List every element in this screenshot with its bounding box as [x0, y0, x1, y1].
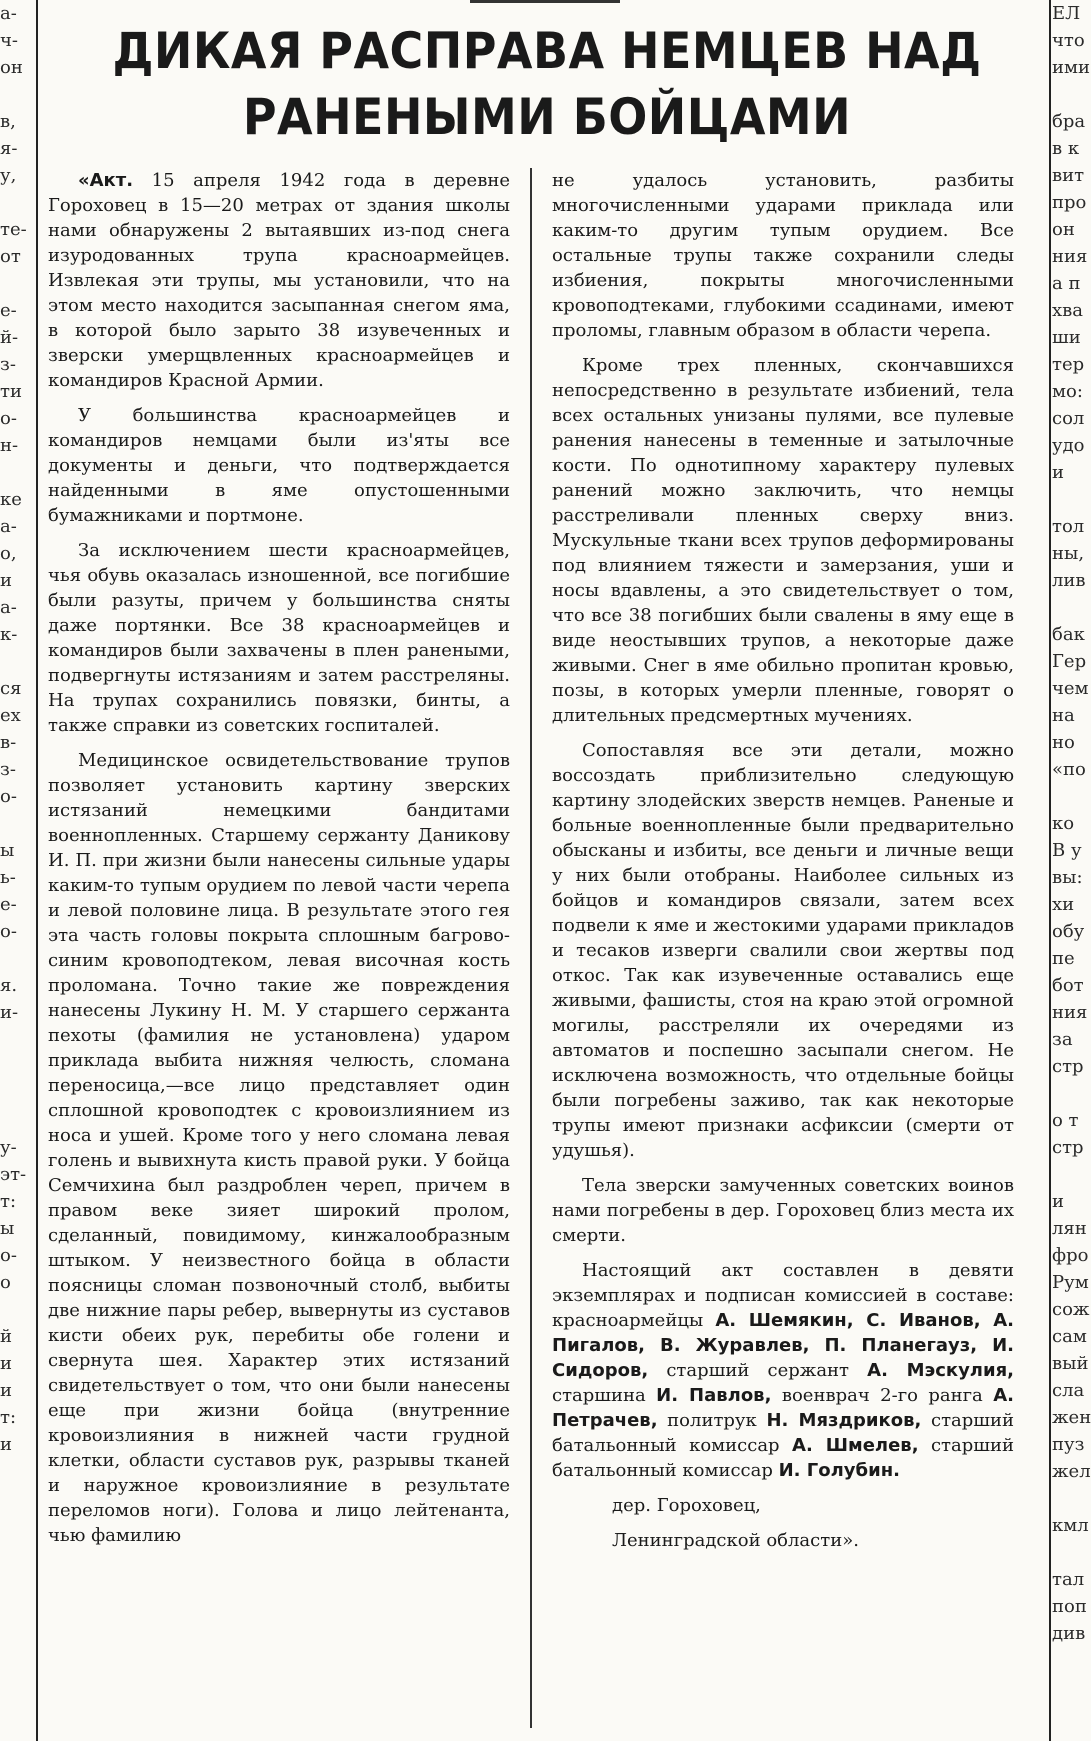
edge-fragment: стр	[1052, 1137, 1084, 1158]
edge-fragment: т:	[0, 1407, 17, 1428]
edge-fragment: вы:	[1052, 867, 1083, 888]
paragraph: За исключением шести красноармейцев, чья обувь оказалась изношенной, все погибшие были разуты, причем у большинства сняты даже портянки. Все 38 красноармейцев и командиров были захвачены в плен ранеными, подвергнуты истязаниям и затем расстреляны. На трупах сохранились повязки, бинты, а также справки из советских госпиталей.	[48, 540, 510, 736]
edge-fragment: ши	[1052, 327, 1081, 348]
edge-fragment	[1052, 594, 1091, 621]
right-column-rule	[1049, 0, 1051, 1741]
edge-fragment	[0, 1026, 30, 1053]
commission-name: А. Мэскулия,	[867, 1360, 1014, 1381]
text: старший сержант	[648, 1360, 868, 1381]
text: политрук	[657, 1410, 767, 1431]
edge-fragment: кмл	[1052, 1515, 1089, 1536]
text: Настоящий акт составлен в девяти экземплярах и подписан комиссией в составе: красноармейцы	[552, 1260, 1014, 1331]
edge-fragment	[1052, 81, 1091, 108]
edge-fragment	[0, 270, 30, 297]
edge-fragment	[1052, 1539, 1091, 1566]
edge-fragment: бак	[1052, 624, 1085, 645]
edge-fragment: поп	[1052, 1596, 1087, 1617]
edge-fragment: жел	[1052, 1461, 1091, 1482]
edge-fragment: е-	[0, 300, 17, 321]
edge-fragment: о т	[1052, 1110, 1079, 1131]
headline-line-2: РАНЕНЫМИ БОЙЦАМИ	[242, 88, 852, 146]
edge-fragment: ния	[1052, 246, 1088, 267]
text: старший батальонный комиссар	[552, 1410, 1015, 1456]
edge-fragment: а-	[0, 3, 17, 24]
edge-fragment: з-	[0, 354, 16, 375]
paragraph: не удалось установить, разбиты многочисленными ударами приклада или каким-то другим тупым орудием. Все остальные трупы также сохранили следы избиения, покрыты многочисленными кровоподтеками, глубокими ссадинами, имеют проломы, главным образом в области черепа.	[552, 170, 1014, 341]
edge-fragment: тал	[1052, 1569, 1085, 1590]
edge-fragment	[0, 1107, 30, 1134]
edge-fragment	[1052, 1161, 1091, 1188]
edge-fragment: о-	[0, 408, 17, 429]
edge-fragment: и	[0, 1353, 12, 1374]
edge-fragment: бот	[1052, 975, 1084, 996]
act-lead: «Акт.	[78, 170, 134, 191]
edge-fragment: ими	[1052, 57, 1090, 78]
edge-fragment: о-	[0, 1245, 17, 1266]
edge-fragment: фро	[1052, 1245, 1089, 1266]
edge-fragment: мо:	[1052, 381, 1083, 402]
edge-fragment: в,	[0, 111, 16, 132]
edge-fragment: что	[1052, 30, 1085, 51]
edge-fragment: о,	[0, 543, 17, 564]
edge-fragment: й	[0, 1326, 12, 1347]
paragraph	[48, 168, 510, 393]
edge-fragment: про	[1052, 192, 1087, 213]
edge-fragment: н-	[0, 435, 19, 456]
edge-fragment: он	[0, 57, 23, 78]
paragraph: Медицинское освидетельствование трупов позволяет установить картину зверских истязаний немецкими бандитами военнопленных. Старшему сержанту Даникову И. П. при жизни были нанесены сильные удары каким-то тупым орудием по левой части черепа и левой половине лица. В результате этого гея эта часть головы покрыта сплошным багрово-синим кровоподтеком, левая височная кость проломана. Точно такие же повреждения нанесены Лукину Н. М. У старшего сержанта пехоты (фамилия не установлена) ударом приклада выбита нижняя челюсть, сломана переносица,—все лицо представляет один сплошной кровоподтек с кровоизлиянием из носа и ушей. Кроме того у него сломана левая голень и вывихнута кисть правой руки. У бойца Семчихина был раздроблен череп, причем в правом веке зияет широкий пролом, сделанный, повидимому, кинжалообразным штыком. У неизвестного бойца в области поясницы сломан позвоночный столб, выбиты две нижние пары ребер, вывернуты из суставов кисти обеих рук, перебиты обе голени и свернута шея. Характер этих истязаний свидетельствует о том, что они были нанесены еще при жизни бойца (внутренние кровоизлияния в нижней части грудной клетки, области суставов рук, разрывы тканей и наружное кровоизлияние в результате переломов ноги). Голова и лицо лейтенанта, чью фамилию	[48, 750, 511, 1546]
text: старшина	[552, 1385, 657, 1406]
edge-fragment: пуз	[1052, 1434, 1085, 1455]
edge-fragment: «по	[1052, 759, 1086, 780]
edge-fragment: лян	[1052, 1218, 1087, 1239]
signature-place: дер. Гороховец,	[612, 1495, 761, 1516]
edge-fragment: а п	[1052, 273, 1081, 294]
paragraph: Сопоставляя все эти детали, можно воссоздать приблизительно следующую картину злодейских зверств немцев. Раненые и больные военнопленные были предварительно обысканы и избиты, все деньги и личные вещи у них были отобраны. Наиболее сильных из бойцов и командиров связали, затем всех подвели к яме и жестокими ударами прикладов и тесаков изверги свалили свои жертвы под откос. Так как изувеченные оставались еще живыми, фашисты, стоя на краю этой огромной могилы, расстреляли их очередями из автоматов и поспешно засыпали снегом. Не исключена возможность, что отдельные бойцы были погребены заживо, так как некоторые трупы имеют признаки асфиксии (смерти от удушья).	[552, 740, 1014, 1161]
signature-region: Ленинградской области».	[612, 1530, 859, 1551]
edge-fragment: ти	[0, 381, 22, 402]
edge-fragment: те-	[0, 219, 27, 240]
commission-name: И. Голубин.	[778, 1460, 900, 1481]
edge-fragment: сам	[1052, 1326, 1087, 1347]
edge-fragment: а-	[0, 597, 17, 618]
edge-fragment: ы	[0, 1218, 15, 1239]
edge-fragment: бра	[1052, 111, 1086, 132]
edge-fragment: сол	[1052, 408, 1085, 429]
commission-name: А. Шмелев,	[792, 1435, 919, 1456]
paragraph-text: 15 апреля 1942 года в деревне Гороховец в 15—20 метрах от здания школы нами обнаружены 2 вытаявших из-под снега изуродованных трупа красноармейцев. Извлекая эти трупы, мы установили, что на этом место находится засыпанная снегом яма, в которой было зарыто 38 изувеченных и зверски умерщвленных красноармейцев и командиров Красной Армии.	[48, 170, 510, 391]
edge-fragment	[0, 648, 30, 675]
edge-fragment: ся	[0, 678, 22, 699]
top-rule	[470, 0, 620, 3]
edge-fragment: и	[1052, 1191, 1064, 1212]
edge-fragment: я-	[0, 138, 18, 159]
left-neighbor-column-fragment	[0, 0, 30, 1741]
edge-fragment: но	[1052, 732, 1075, 753]
edge-fragment: он	[1052, 219, 1075, 240]
edge-fragment: и	[0, 570, 12, 591]
headline-line-1: ДИКАЯ РАСПРАВА НЕМЦЕВ НАД	[112, 22, 982, 80]
edge-fragment: ко	[1052, 813, 1075, 834]
edge-fragment: лив	[1052, 570, 1086, 591]
edge-fragment: ке	[0, 489, 22, 510]
edge-fragment: е-	[0, 894, 17, 915]
paragraph: Кроме трех пленных, скончавшихся непосредственно в результате избиений, тела всех остальных унизаны пулями, все пулевые ранения нанесены в теменные и затылочные кости. По однотипному характеру пулевых ранений можно заключить, что немцы расстреливали пленных сверху вниз. Мускульные ткани всех трупов деформированы под влиянием тяжести и замерзания, уши и носы вдавлены, а это свидетельствует о том, что все 38 погибших были свалены в яму еще в виде неостывших трупов, а некоторые даже живыми. Снег в яме обильно пропитан кровью, позы, в которых умерли пленные, говорят о длительных предсмертных мучениях.	[552, 355, 1014, 726]
article	[48, 18, 1046, 1741]
edge-fragment: в-	[0, 732, 17, 753]
column-2	[552, 168, 1014, 1563]
edge-fragment: тер	[1052, 354, 1085, 375]
left-column-rule	[36, 0, 38, 1741]
edge-fragment: ех	[0, 705, 21, 726]
commission-paragraph	[552, 1258, 1014, 1483]
edge-fragment: пе	[1052, 948, 1075, 969]
edge-fragment: эт-	[0, 1164, 27, 1185]
edge-fragment	[0, 810, 30, 837]
edge-fragment: о-	[0, 786, 17, 807]
edge-fragment: вый	[1052, 1353, 1089, 1374]
edge-fragment	[1052, 1080, 1091, 1107]
edge-fragment: тол	[1052, 516, 1085, 537]
edge-fragment: в к	[1052, 138, 1080, 159]
edge-fragment	[1052, 486, 1091, 513]
text: военврач 2-го ранга	[771, 1385, 994, 1406]
edge-fragment: у-	[0, 1137, 17, 1158]
edge-fragment: Гер	[1052, 651, 1087, 672]
edge-fragment: я.	[0, 975, 18, 996]
right-neighbor-column-fragment	[1052, 0, 1091, 1741]
edge-fragment: стр	[1052, 1056, 1084, 1077]
edge-fragment: от	[0, 246, 21, 267]
edge-fragment: о-	[0, 921, 17, 942]
text: старший батальонный комиссар	[552, 1435, 1015, 1481]
edge-fragment: з-	[0, 759, 16, 780]
edge-fragment: у,	[0, 165, 17, 186]
edge-fragment: й-	[0, 327, 19, 348]
edge-fragment: хи	[1052, 894, 1075, 915]
edge-fragment: к-	[0, 624, 18, 645]
commission-name: А. Петрачев,	[552, 1385, 1014, 1431]
column-1	[48, 168, 510, 1558]
edge-fragment: удо	[1052, 435, 1085, 456]
edge-fragment: Рум	[1052, 1272, 1089, 1293]
edge-fragment: сож	[1052, 1299, 1090, 1320]
edge-fragment: и	[0, 1380, 12, 1401]
edge-fragment: ч-	[0, 30, 18, 51]
edge-fragment: ния	[1052, 1002, 1088, 1023]
edge-fragment: и	[0, 1434, 12, 1455]
edge-fragment: т:	[0, 1191, 17, 1212]
commission-name: Н. Мяздриков,	[766, 1410, 922, 1431]
edge-fragment: жен	[1052, 1407, 1091, 1428]
headline	[88, 18, 1006, 150]
edge-fragment: сла	[1052, 1380, 1085, 1401]
edge-fragment	[1052, 1485, 1091, 1512]
edge-fragment: и	[1052, 462, 1064, 483]
edge-fragment: вит	[1052, 165, 1085, 186]
edge-fragment	[0, 81, 30, 108]
edge-fragment	[0, 459, 30, 486]
edge-fragment: ЕЛ	[1052, 3, 1081, 24]
edge-fragment: ы	[0, 840, 15, 861]
edge-fragment: и-	[0, 1002, 19, 1023]
paragraph: Тела зверски замученных советских воинов нами погребены в дер. Гороховец близ места их смерти.	[552, 1175, 1014, 1246]
edge-fragment: ь-	[0, 867, 16, 888]
edge-fragment: а-	[0, 516, 17, 537]
edge-fragment: хва	[1052, 300, 1084, 321]
edge-fragment: за	[1052, 1029, 1073, 1050]
commission-name: И. Павлов,	[656, 1385, 772, 1406]
edge-fragment	[0, 189, 30, 216]
edge-fragment: на	[1052, 705, 1075, 726]
edge-fragment	[0, 1296, 30, 1323]
edge-fragment	[1052, 783, 1091, 810]
edge-fragment: чем	[1052, 678, 1089, 699]
edge-fragment: В у	[1052, 840, 1082, 861]
edge-fragment: ны,	[1052, 543, 1085, 564]
column-divider	[530, 168, 532, 1728]
edge-fragment: див	[1052, 1623, 1086, 1644]
edge-fragment: о	[0, 1272, 11, 1293]
edge-fragment: обу	[1052, 921, 1085, 942]
edge-fragment	[0, 1053, 30, 1080]
edge-fragment	[0, 1080, 30, 1107]
edge-fragment	[0, 945, 30, 972]
paragraph: У большинства красноармейцев и командиров немцами были из'яты все документы и деньги, что подтверждается найденными в яме опустошенными бумажниками и портмоне.	[48, 405, 510, 526]
commission-names: А. Шемякин, С. Иванов, А. Пигалов, В. Журавлев, П. Планегауз, И. Сидоров,	[552, 1310, 1014, 1381]
